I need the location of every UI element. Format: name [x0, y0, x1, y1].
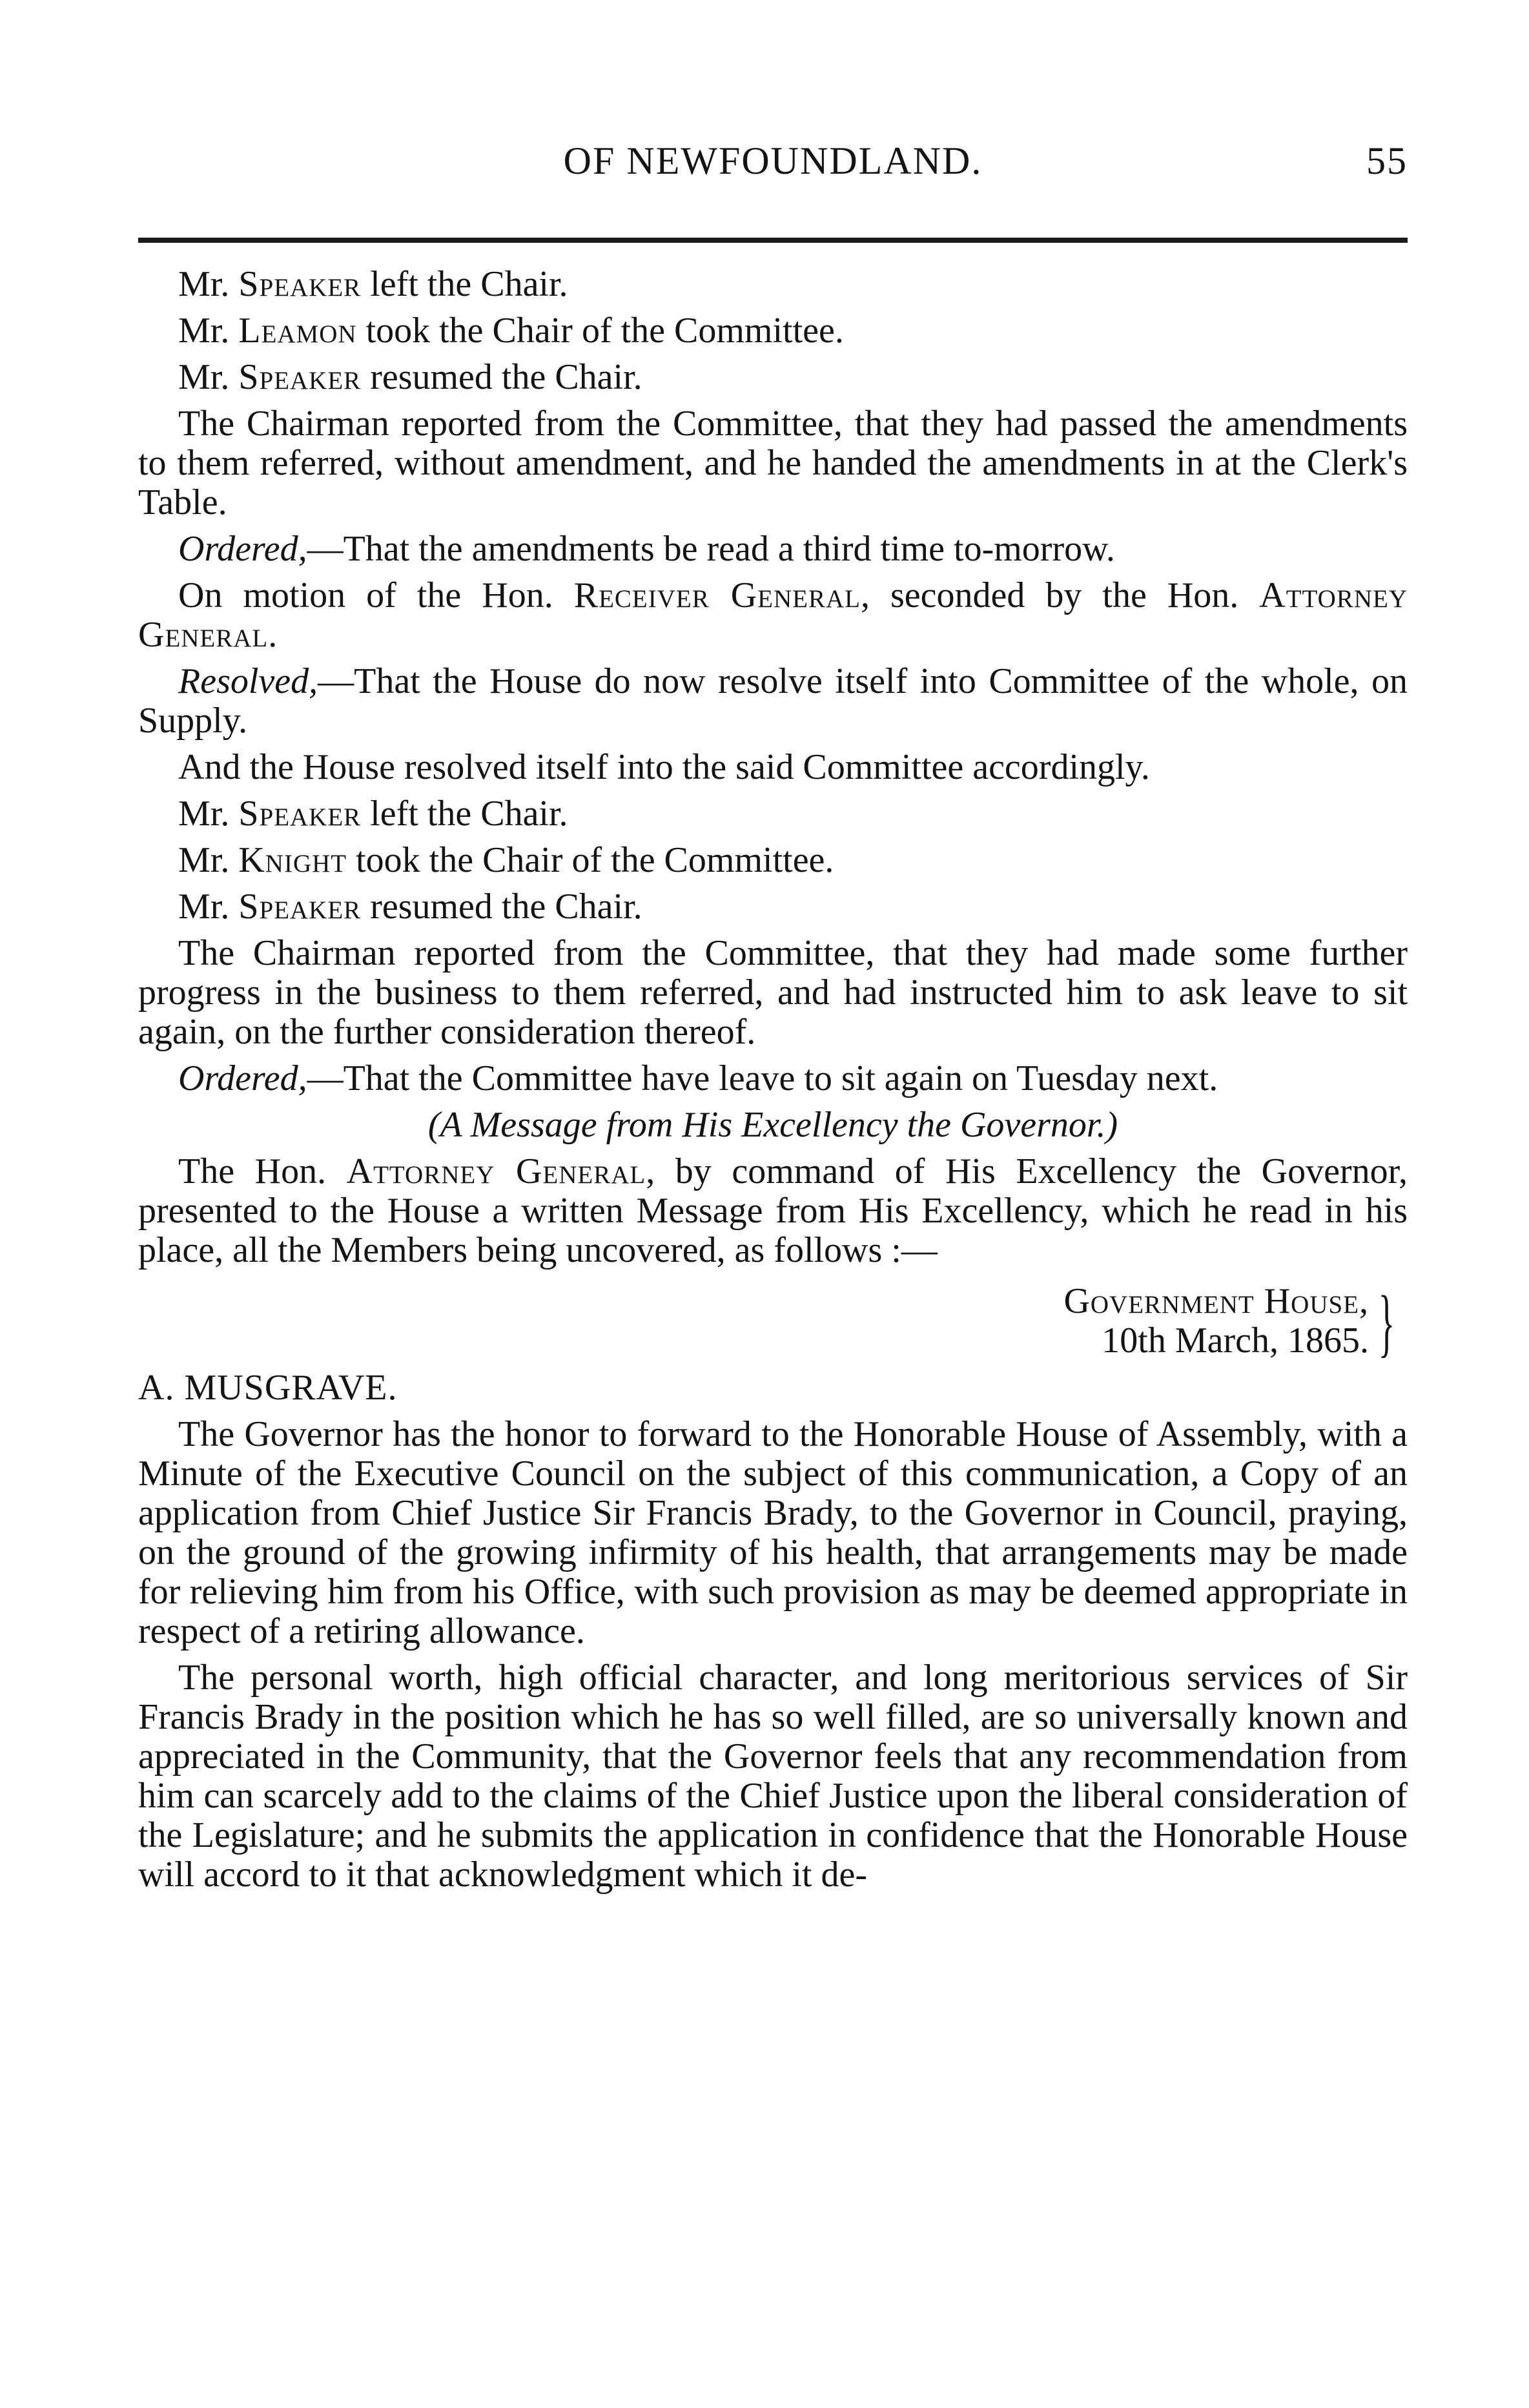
paragraph-leamon-chair: [138, 311, 1408, 351]
paragraph-speaker-left-2: [138, 794, 1408, 834]
paragraph-motion: [138, 576, 1408, 655]
running-title: OF NEWFOUNDLAND.: [563, 139, 983, 182]
dateline-brace: }: [1378, 1280, 1395, 1364]
dateline-date: 10th March, 1865.: [1102, 1321, 1369, 1361]
resolved-word: Resolved,: [178, 661, 318, 701]
ordered-word: Ordered,: [178, 529, 307, 569]
paragraph-progress-report: The Chairman reported from the Committee, that they had made some further progress in the business to them referred, and had instructed him to ask leave to sit again, on the further consideration thereof.: [138, 933, 1408, 1052]
text-run: Mr.: [178, 794, 239, 834]
text-run: —That the amendments be read a third time to-morrow.: [307, 529, 1115, 569]
text-run: .: [268, 615, 278, 655]
paragraph-attorney-general: [138, 1152, 1408, 1270]
running-header: [138, 139, 1408, 197]
text-run: Mr.: [178, 840, 239, 880]
text-run: left the Chair.: [361, 794, 568, 834]
text-run: Mr.: [178, 264, 239, 304]
paragraph-ordered-third-reading: [138, 530, 1408, 569]
text-run: took the Chair of the Committee.: [347, 840, 834, 880]
message-heading: (A Message from His Excellency the Governor.): [427, 1105, 1118, 1145]
text-run: Mr.: [178, 311, 239, 351]
member-name: Knight: [238, 840, 347, 880]
member-name: Attorney General: [346, 1151, 646, 1191]
body-text: [138, 265, 1408, 1902]
message-signer: A. MUSGRAVE.: [138, 1368, 398, 1408]
text-run: resumed the Chair.: [361, 357, 642, 397]
paragraph-house-resolved: And the House resolved itself into the said Committee accordingly.: [178, 747, 1150, 787]
paragraph-chairman-report: The Chairman reported from the Committee, that they had passed the amendments to them referred, without amendment, and he handed the amendments in at the Clerk's Table.: [138, 404, 1408, 522]
member-name: Speaker: [238, 357, 362, 397]
text-run: Mr.: [178, 887, 239, 927]
text-run: On motion of the Hon.: [178, 575, 574, 615]
text-run: took the Chair of the Committee.: [356, 311, 844, 351]
paragraph-resolved: [138, 662, 1408, 741]
paragraph-knight-chair: [138, 841, 1408, 880]
member-name: Speaker: [238, 794, 362, 834]
text-run: resumed the Chair.: [361, 887, 642, 927]
paragraph-speaker-resumed-2: [138, 887, 1408, 927]
text-run: —That the Committee have leave to sit again on Tuesday next.: [307, 1058, 1218, 1098]
paragraph-speaker-left: [138, 265, 1408, 304]
member-name: Leamon: [238, 311, 357, 351]
text-run: , seconded by the Hon.: [860, 575, 1260, 615]
ordered-word: Ordered,: [178, 1058, 307, 1098]
member-name: Speaker: [238, 887, 362, 927]
text-run: The Hon.: [178, 1151, 347, 1191]
text-run: , by command of His Excellency the Governor, presented to the House a written Message from His Excellency, which he read in his place, all the Members being uncovered, as follows :—: [138, 1151, 1408, 1270]
paragraph-message-body-1: The Governor has the honor to forward to the Honorable House of Assembly, with a Minute of the Executive Council on the subject of this communication, a Copy of an application from Chief Justice Sir Francis Brady, to the Governor in Council, praying, on the ground of the growing infirmity of his health, that arrangements may be made for relieving him from his Office, with such provision as may be deemed appropriate in respect of a retiring allowance.: [138, 1414, 1408, 1651]
dateline-block: [138, 1280, 1408, 1364]
dateline-place: Government House,: [1063, 1281, 1369, 1321]
paragraph-message-body-2: The personal worth, high official character, and long meritorious services of Sir Francis Brady in the position which he has so well filled, are so universally known and appreciated in the Community, that the Governor feels that any recommendation from him can scarcely add to the claims of the Chief Justice upon the liberal consideration of the Legislature; and he submits the application in confidence that the Honorable House will accord to it that acknowledgment which it de-: [138, 1658, 1408, 1895]
page-number: 55: [1366, 139, 1408, 182]
member-name: Attorney General: [138, 575, 1408, 655]
text-run: left the Chair.: [361, 264, 568, 304]
paragraph-speaker-resumed: [138, 358, 1408, 397]
header-rule: [138, 238, 1408, 243]
member-name: Receiver General: [573, 575, 861, 615]
paragraph-ordered-sit-again: [138, 1059, 1408, 1098]
text-run: Mr.: [178, 357, 239, 397]
member-name: Speaker: [238, 264, 362, 304]
text-run: —That the House do now resolve itself into Committee of the whole, on Supply.: [138, 661, 1408, 741]
